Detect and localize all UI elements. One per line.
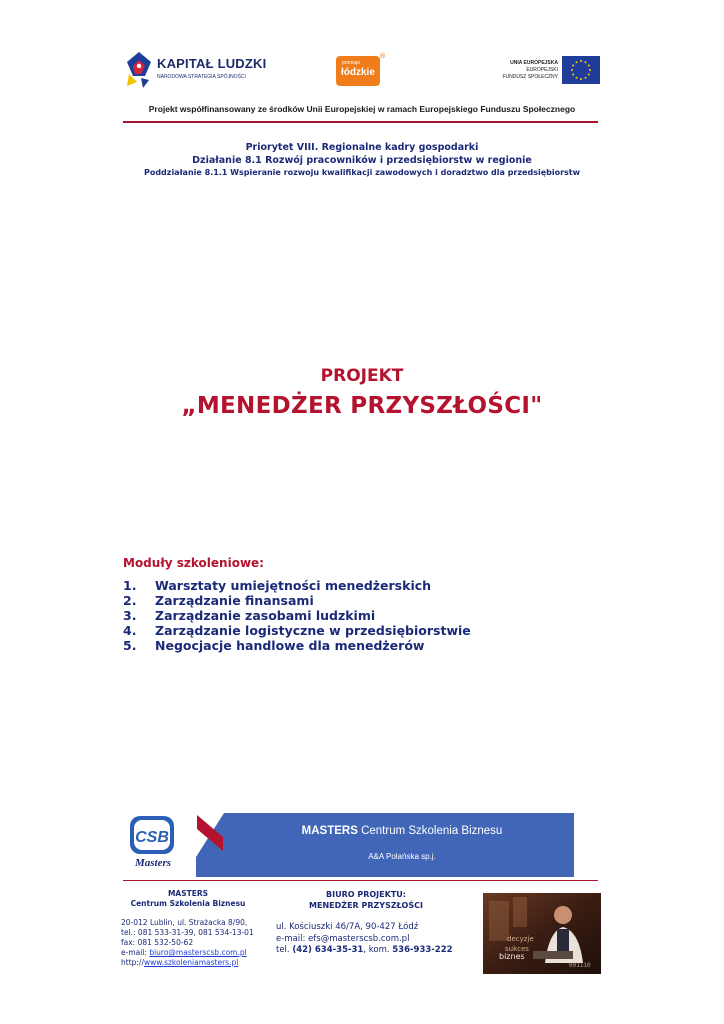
photo-caption-2: sukces bbox=[505, 945, 529, 953]
promuje-lodzkie-big-text: łódzkie bbox=[341, 67, 375, 78]
masters-logo-letters: CSB bbox=[135, 829, 169, 846]
action-line: Działanie 8.1 Rozwój pracowników i przedsiębiorstw w regionie bbox=[192, 155, 532, 166]
list-item-text: Negocjacje handlowe dla menedżerów bbox=[155, 638, 425, 653]
footer-mid-phone-row bbox=[276, 945, 453, 957]
eu-logo-line1: UNIA EUROPEJSKA bbox=[510, 60, 558, 66]
footer-left-email-label: e-mail: bbox=[121, 948, 150, 957]
eu-logo-text bbox=[502, 60, 558, 81]
footer-mid-kom: 536-933-222 bbox=[392, 945, 453, 955]
list-item-number: 2. bbox=[123, 593, 137, 608]
banner-title-bold: MASTERS bbox=[301, 825, 358, 837]
list-item-text: Zarządzanie zasobami ludzkimi bbox=[155, 608, 376, 623]
footer-left-fax: fax: 081 532-50-62 bbox=[121, 938, 194, 947]
list-item-text: Zarządzanie finansami bbox=[155, 593, 314, 608]
list-item bbox=[123, 593, 471, 608]
modules-heading: Moduły szkoleniowe: bbox=[123, 556, 264, 570]
footer-mid-tel: (42) 634-35-31 bbox=[292, 945, 364, 955]
footer-left-heading-line1: MASTERS bbox=[167, 889, 209, 898]
footer-divider bbox=[123, 880, 598, 881]
kapital-ludzki-logo bbox=[125, 50, 267, 90]
footer-left-phone: tel.: 081 533-31-39, 081 534-13-01 bbox=[121, 928, 254, 937]
email-link[interactable]: biuro@masterscsb.com.pl bbox=[149, 948, 247, 957]
eu-flag-icon bbox=[562, 56, 600, 84]
subaction-line: Poddziałanie 8.1.1 Wspieranie rozwoju kwalifikacji zawodowych i doradztwo dla przedsiębiorstw bbox=[143, 168, 581, 177]
business-photo-image bbox=[483, 893, 601, 974]
photo-digits: 001110 bbox=[569, 962, 591, 969]
list-item bbox=[123, 623, 471, 638]
footer-left-email-row bbox=[121, 948, 254, 958]
footer-mid-tel-label: tel. bbox=[276, 945, 293, 955]
footer-mid-email: e-mail: efs@masterscsb.com.pl bbox=[276, 933, 410, 944]
banner-title-rest: Centrum Szkolenia Biznesu bbox=[357, 825, 503, 837]
banner-red-accent bbox=[197, 815, 223, 851]
footer-mid-kom-label: , kom. bbox=[363, 945, 393, 955]
project-label: PROJEKT bbox=[320, 366, 404, 386]
list-item bbox=[123, 638, 471, 653]
masters-logo-word: Masters bbox=[134, 857, 172, 868]
footer-mid-heading bbox=[276, 889, 456, 911]
list-item-number: 5. bbox=[123, 638, 137, 653]
priority-line: Priorytet VIII. Regionalne kadry gospodarki bbox=[245, 142, 479, 153]
masters-csb-logo-icon bbox=[128, 816, 178, 868]
promuje-lodzkie-logo bbox=[336, 52, 386, 88]
list-item bbox=[123, 578, 471, 593]
footer-left-address: 20-012 Lublin, ul. Strażacka 8/90, bbox=[121, 918, 248, 927]
kapital-ludzki-subtitle: NARODOWA STRATEGIA SPÓJNOŚCI bbox=[157, 74, 246, 80]
photo-caption-3: biznes bbox=[499, 952, 525, 961]
kapital-ludzki-mark-icon bbox=[125, 50, 153, 90]
registered-mark: ® bbox=[379, 52, 386, 60]
header-divider bbox=[123, 121, 598, 123]
modules-list bbox=[123, 578, 471, 653]
promuje-lodzkie-small-text: promuje bbox=[342, 60, 361, 66]
list-item-number: 3. bbox=[123, 608, 137, 623]
list-item-text: Warsztaty umiejętności menedżerskich bbox=[155, 578, 432, 593]
business-photo bbox=[483, 893, 601, 974]
masters-banner bbox=[196, 813, 574, 877]
footer-mid-contact bbox=[276, 922, 453, 957]
footer-mid-heading-line2: MENEDŻER PRZYSZŁOŚCI bbox=[309, 901, 423, 910]
photo-caption-1: decyzje bbox=[507, 935, 534, 943]
banner-title bbox=[230, 825, 574, 837]
list-item bbox=[123, 608, 471, 623]
kapital-ludzki-title: KAPITAŁ LUDZKI bbox=[157, 56, 267, 71]
footer-left-www-row bbox=[121, 958, 254, 968]
website-link[interactable]: www.szkoleniamasters.pl bbox=[143, 958, 239, 967]
footer-left-heading bbox=[123, 889, 253, 909]
project-title: „MENEDŻER PRZYSZŁOŚCI" bbox=[181, 393, 543, 419]
list-item-text: Zarządzanie logistyczne w przedsiębiorstwie bbox=[155, 623, 471, 638]
footer-mid-heading-line1: BIURO PROJEKTU: bbox=[326, 890, 406, 899]
footer-mid-address: ul. Kościuszki 46/7A, 90-427 Łódź bbox=[276, 922, 419, 932]
footer-left-contact bbox=[121, 918, 254, 968]
banner-subtitle: A&A Polańska sp.j. bbox=[368, 852, 436, 861]
list-item-number: 4. bbox=[123, 623, 137, 638]
footer-left-heading-line2: Centrum Szkolenia Biznesu bbox=[130, 899, 246, 908]
eu-logo-line2: EUROPEJSKI bbox=[526, 67, 558, 73]
list-item-number: 1. bbox=[123, 578, 137, 593]
eu-logo bbox=[486, 56, 600, 86]
footer-left-www-label: http:// bbox=[121, 958, 144, 967]
masters-logo bbox=[128, 816, 178, 868]
cofinancing-note: Projekt współfinansowany ze środków Unii Europejskiej w ramach Europejskiego Funduszu Społecznego bbox=[148, 104, 576, 114]
eu-logo-line3: FUNDUSZ SPOŁECZNY bbox=[502, 74, 558, 80]
